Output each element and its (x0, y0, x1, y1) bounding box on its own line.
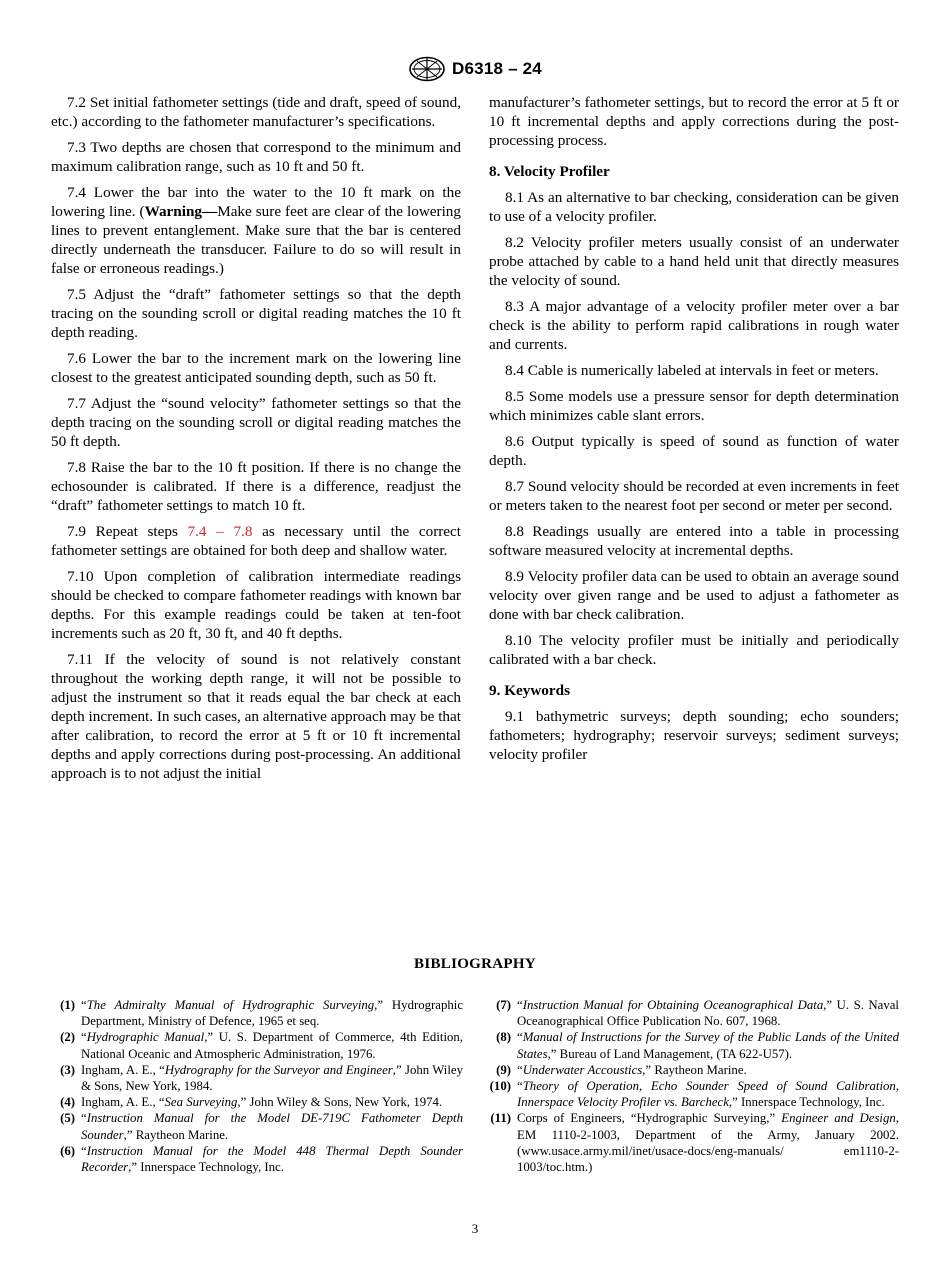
paragraph-8-9: 8.9 Velocity profiler data can be used to obtain an average sound velocity over given range and be used to adjust a fathometer as done with bar check calibration. (489, 568, 899, 623)
left-column (51, 93, 461, 790)
paragraph-7-8: 7.8 Raise the bar to the 10 ft position. If there is no change the echosounder is calibrated. If there is a difference, readjust the “draft” fathometer settings to match 10 ft. (51, 459, 461, 514)
paragraph-7-4: 7.4 Lower the bar into the water to the 10 ft mark on the lowering line. (Warning—Make sure feet are clear of the lowering lines to prevent entanglement. Make sure that the bar is centered directly underneath the transducer. Failure to do so will result in false or erroneous readings.) (51, 184, 461, 277)
bibliography-entry: (9) “Underwater Accoustics,” Raytheon Marine. (496, 1062, 747, 1077)
paragraph-7-10: 7.10 Upon completion of calibration intermediate readings should be checked to compare fathometer readings with known bar depths. For this example readings could be taken at ten-foot increments such as 20 ft, 30 ft, and 40 ft depths. (51, 568, 461, 642)
paragraph-7-11-continued: manufacturer’s fathometer settings, but to record the error at 5 ft or 10 ft incremental depths and apply corrections during the post-processing process. (489, 94, 899, 149)
bibliography-entry: (6) “Instruction Manual for the Model 448 Thermal Depth Sounder Recorder,” Innerspace Technology, Inc. (60, 1143, 463, 1175)
bibliography-right (487, 997, 899, 1175)
paragraph-8-3: 8.3 A major advantage of a velocity profiler meter over a bar check is the ability to perform rapid calibrations in rough water and currents. (489, 298, 899, 353)
paragraph-7-6: 7.6 Lower the bar to the increment mark on the lowering line closest to the greatest anticipated sounding depth, such as 50 ft. (51, 350, 461, 386)
paragraph-7-11: 7.11 If the velocity of sound is not relatively constant throughout the working depth range, it will not be possible to adjust the instrument so that it reads equal the bar check at each depth increment. In such cases, an alternative approach may be that after calibration, to record the error at 5 ft or 10 ft incremental depths and apply corrections during post-processing. An additional approach is to not adjust the initial (51, 651, 461, 782)
paragraph-8-4: 8.4 Cable is numerically labeled at intervals in feet or meters. (505, 362, 879, 379)
paragraph-8-6: 8.6 Output typically is speed of sound as function of water depth. (489, 433, 899, 469)
section-heading-keywords: 9. Keywords (489, 682, 570, 699)
paragraph-7-2: 7.2 Set initial fathometer settings (tide and draft, speed of sound, etc.) according to the fathometer manufacturer’s specifications. (51, 94, 461, 130)
astm-logo (408, 56, 446, 82)
bibliography-title: BIBLIOGRAPHY (414, 956, 536, 972)
warning-label: Warning— (144, 203, 218, 220)
bibliography-entry: (8) “Manual of Instructions for the Survey of the Public Lands of the United States,” Bureau of Land Management, (TA 622-U57). (496, 1030, 899, 1061)
paragraph-8-7: 8.7 Sound velocity should be recorded at even increments in feet or meters taken to the nearest foot per second or meter per second. (489, 478, 899, 514)
bibliography-entry: (1) “The Admiralty Manual of Hydrographic Surveying,” Hydrographic Department, Ministry of Defence, 1965 et seq. (60, 998, 463, 1029)
bibliography-entry: (7) “Instruction Manual for Obtaining Oceanographical Data,” U. S. Naval Oceanographical Office Publication No. 607, 1968. (496, 998, 899, 1029)
bibliography-entry: (2) “Hydrographic Manual,” U. S. Department of Commerce, 4th Edition, National Oceanic and Atmospheric Administration, 1976. (60, 1030, 463, 1061)
page-header (0, 56, 950, 82)
paragraph-8-10: 8.10 The velocity profiler must be initially and periodically calibrated with a bar check. (489, 632, 899, 668)
paragraph-8-2: 8.2 Velocity profiler meters usually consist of an underwater probe attached by cable to a hand held unit that directly measures the velocity of sound. (489, 234, 899, 289)
paragraph-7-7: 7.7 Adjust the “sound velocity” fathometer settings so that the depth tracing on the sounding scroll or digital reading matches the 50 ft depth. (51, 395, 461, 450)
page-number: 3 (471, 1221, 479, 1236)
paragraph-7-3: 7.3 Two depths are chosen that correspond to the minimum and maximum calibration range, such as 10 ft and 50 ft. (51, 139, 461, 175)
section-heading-velocity-profiler: 8. Velocity Profiler (489, 163, 610, 180)
bibliography-left (51, 997, 463, 1175)
paragraph-7-5: 7.5 Adjust the “draft” fathometer settings so that the depth tracing on the sounding scroll or digital reading matches the 10 ft depth reading. (51, 286, 461, 341)
bibliography-entry: (3) Ingham, A. E., “Hydrography for the Surveyor and Engineer,” John Wiley & Sons, New York, 1984. (60, 1062, 463, 1094)
paragraph-8-8: 8.8 Readings usually are entered into a table in processing software measured velocity at incremental depths. (489, 523, 899, 559)
right-column (489, 93, 899, 771)
bibliography-entry: (4) Ingham, A. E., “Sea Surveying,” John Wiley & Sons, New York, 1974. (60, 1095, 443, 1110)
paragraph-9-1: 9.1 bathymetric surveys; depth sounding; echo sounders; fathometers; hydrography; reservoir surveys; sediment surveys; velocity profiler (489, 708, 899, 763)
standard-designation: D6318 – 24 (452, 59, 542, 78)
bibliography-entry: (11) Corps of Engineers, “Hydrographic Surveying,” Engineer and Design, EM 1110-2-1003, Department of the Army, January 2002. (www.usace.army.mil/inet/usace-docs/eng-manuals/ em1110-2-1003/toc.htm.) (490, 1111, 899, 1175)
paragraph-8-5: 8.5 Some models use a pressure sensor for depth determination which minimizes cable slant errors. (489, 388, 899, 424)
bibliography-entry: (5) “Instruction Manual for the Model DE-719C Fathometer Depth Sounder,” Raytheon Marine. (60, 1111, 463, 1142)
paragraph-8-1: 8.1 As an alternative to bar checking, consideration can be given to use of a velocity profiler. (489, 189, 899, 225)
paragraph-7-9: 7.9 Repeat steps 7.4 – 7.8 as necessary until the correct fathometer settings are obtained for both deep and shallow water. (51, 523, 462, 559)
section-link-7-4-7-8[interactable]: 7.4 – 7.8 (187, 523, 253, 540)
bibliography-entry: (10) “Theory of Operation, Echo Sounder Speed of Sound Calibration, Innerspace Velocity Profiler vs. Barcheck,” Innerspace Technology, Inc. (489, 1079, 899, 1110)
